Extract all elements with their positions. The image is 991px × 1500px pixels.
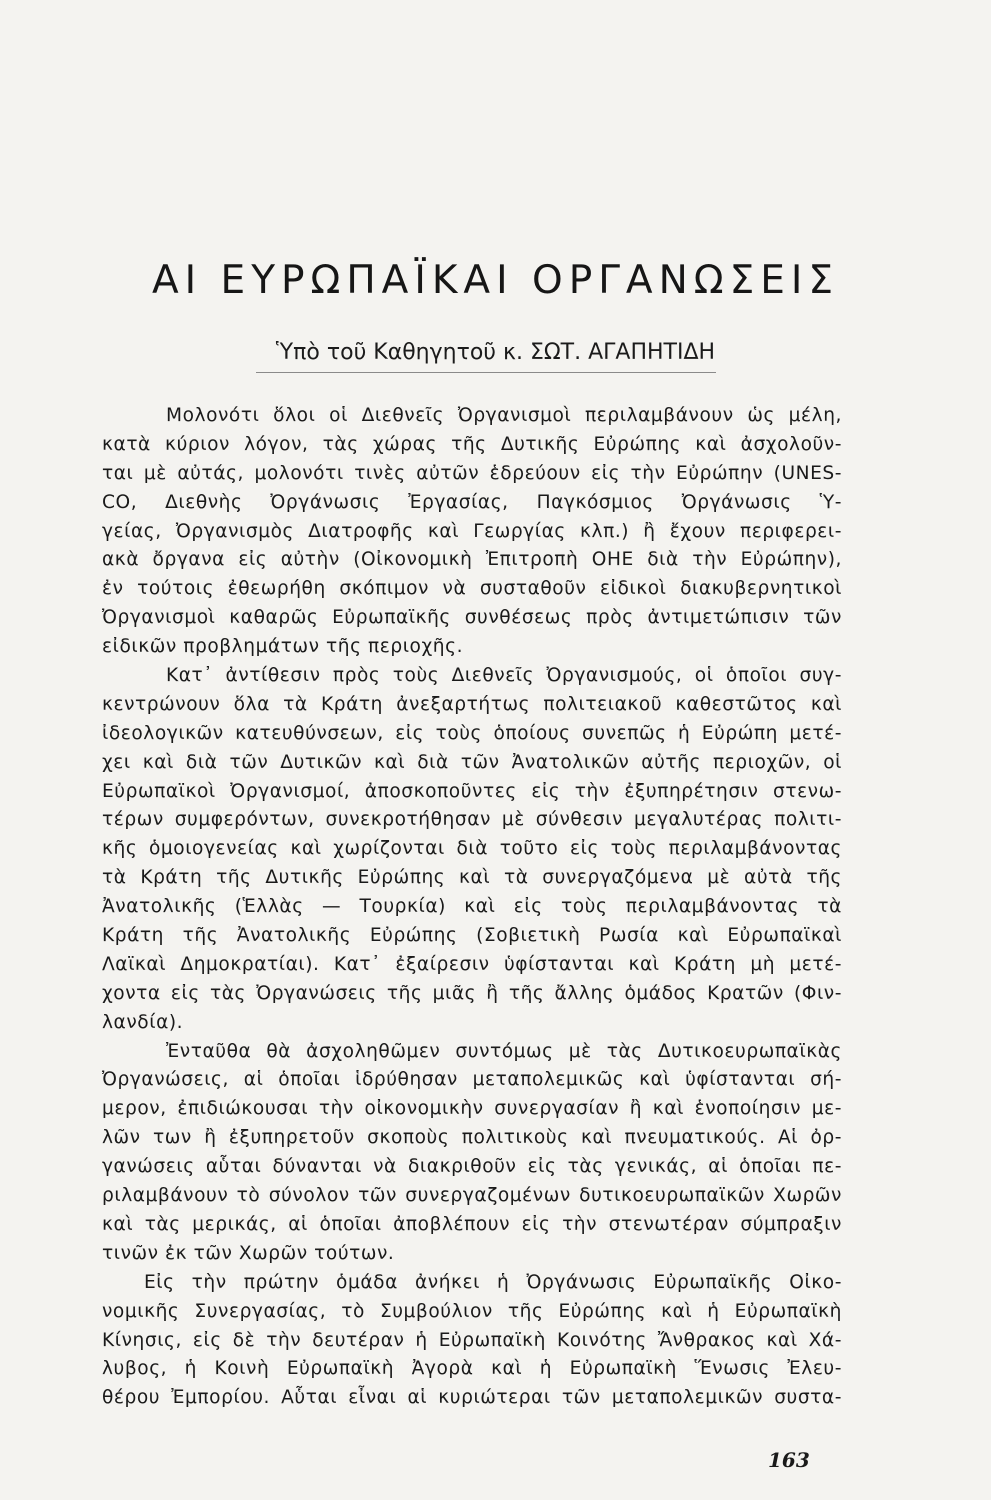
article-body xyxy=(102,402,842,1413)
text-line: λυβος, ἡ Κοινὴ Εὐρωπαϊκὴ Ἀγορὰ καὶ ἡ Εὐρωπαϊκὴ Ἕνωσις Ἐλευ- xyxy=(102,1358,842,1380)
text-line: τὰ Κράτη τῆς Δυτικῆς Εὐρώπης καὶ τὰ συνεργαζόμενα μὲ αὐτὰ τῆς xyxy=(102,867,842,889)
text-line: ακὰ ὄργανα εἰς αὐτὴν (Οἰκονομικὴ Ἐπιτροπὴ ΟΗΕ διὰ τὴν Εὐρώπην), xyxy=(102,549,842,571)
page-number: 163 xyxy=(768,1448,810,1472)
text-line: Εἰς τὴν πρώτην ὁμάδα ἀνήκει ἡ Ὀργάνωσις Εὐρωπαϊκῆς Οἰκο- xyxy=(144,1271,842,1293)
text-line: εἰδικῶν προβλημάτων τῆς περιοχῆς. xyxy=(102,636,464,658)
text-line: νομικῆς Συνεργασίας, τὸ Συμβούλιον τῆς Εὐρώπης καὶ ἡ Εὐρωπαϊκὴ xyxy=(102,1300,842,1322)
text-line: κῆς ὁμοιογενείας καὶ χωρίζονται διὰ τοῦτο εἰς τοὺς περιλαμβάνοντας xyxy=(102,838,842,860)
text-line: θέρου Ἐμπορίου. Αὗται εἶναι αἱ κυριώτεραι τῶν μεταπολεμικῶν συστα- xyxy=(102,1387,842,1409)
text-line: Ἐνταῦθα θὰ ἀσχοληθῶμεν συντόμως μὲ τὰς Δυτικοευρωπαϊκὰς xyxy=(166,1040,842,1062)
text-line: Κίνησις, εἰς δὲ τὴν δευτέραν ἡ Εὐρωπαϊκὴ Κοινότης Ἄνθρακος καὶ Χά- xyxy=(102,1329,842,1351)
text-line: γείας, Ὀργανισμὸς Διατροφῆς καὶ Γεωργίας κλπ.) ἢ ἔχουν περιφερει- xyxy=(102,520,842,542)
text-line: κεντρώνουν ὅλα τὰ Κράτη ἀνεξαρτήτως πολιτειακοῦ καθεστῶτος καὶ xyxy=(102,693,842,715)
text-line: Εὐρωπαϊκοὶ Ὀργανισμοί, ἀποσκοποῦντες εἰς τὴν ἐξυπηρέτησιν στενω- xyxy=(102,780,842,802)
text-line: τινῶν ἐκ τῶν Χωρῶν τούτων. xyxy=(102,1242,395,1264)
text-line: Ὀργανισμοὶ καθαρῶς Εὐρωπαϊκῆς συνθέσεως πρὸς ἀντιμετώπισιν τῶν xyxy=(102,607,842,629)
text-line: Κράτη τῆς Ἀνατολικῆς Εὐρώπης (Σοβιετικὴ Ρωσία καὶ Εὐρωπαϊκαὶ xyxy=(102,925,842,947)
text-line: μερον, ἐπιδιώκουσαι τὴν οἰκονομικὴν συνεργασίαν ἢ καὶ ἑνοποίησιν με- xyxy=(102,1098,842,1120)
article-title: ΑΙ ΕΥΡΩΠΑΪΚΑΙ ΟΡΓΑΝΩΣΕΙΣ xyxy=(151,258,840,303)
text-line: χοντα εἰς τὰς Ὀργανώσεις τῆς μιᾶς ἢ τῆς ἄλλης ὁμάδος Κρατῶν (Φιν- xyxy=(102,982,842,1004)
text-line: ριλαμβάνουν τὸ σύνολον τῶν συνεργαζομένων δυτικοευρωπαϊκῶν Χωρῶν xyxy=(102,1185,842,1207)
text-line: χει καὶ διὰ τῶν Δυτικῶν καὶ διὰ τῶν Ἀνατολικῶν αὐτῆς περιοχῶν, οἱ xyxy=(102,751,842,773)
text-line: ἐν τούτοις ἐθεωρήθη σκόπιμον νὰ συσταθοῦν εἰδικοὶ διακυβερνητικοὶ xyxy=(102,578,842,600)
text-line: λανδία). xyxy=(102,1011,184,1033)
text-line: ἰδεολογικῶν κατευθύνσεων, εἰς τοὺς ὁποίους συνεπῶς ἡ Εὐρώπη μετέ- xyxy=(102,722,842,744)
text-line: ται μὲ αὐτάς, μολονότι τινὲς αὐτῶν ἑδρεύουν εἰς τὴν Εὐρώπην (UNES- xyxy=(102,462,842,484)
text-line: CO, Διεθνὴς Ὀργάνωσις Ἐργασίας, Παγκόσμιος Ὀργάνωσις Ὑ- xyxy=(102,491,842,513)
text-line: Λαϊκαὶ Δημοκρατίαι). Κατ᾽ ἐξαίρεσιν ὑφίστανται καὶ Κράτη μὴ μετέ- xyxy=(102,953,842,975)
text-line: τέρων συμφερόντων, συνεκροτήθησαν μὲ σύνθεσιν μεγαλυτέρας πολιτι- xyxy=(102,809,842,831)
text-line: γανώσεις αὗται δύνανται νὰ διακριθοῦν εἰς τὰς γενικάς, αἱ ὁποῖαι πε- xyxy=(102,1156,842,1178)
text-line: Μολονότι ὅλοι οἱ Διεθνεῖς Ὀργανισμοὶ περιλαμβάνουν ὡς μέλη, xyxy=(166,405,842,426)
title-underline xyxy=(256,372,716,373)
text-line: Ὀργανώσεις, αἱ ὁποῖαι ἱδρύθησαν μεταπολεμικῶς καὶ ὑφίστανται σή- xyxy=(102,1069,842,1091)
text-line: Κατ᾽ ἀντίθεσιν πρὸς τοὺς Διεθνεῖς Ὀργανισμούς, οἱ ὁποῖοι συγ- xyxy=(166,665,842,687)
text-line: Ἀνατολικῆς (Ἑλλὰς — Τουρκία) καὶ εἰς τοὺς περιλαμβάνοντας τὰ xyxy=(102,896,842,918)
text-line: κατὰ κύριον λόγον, τὰς χώρας τῆς Δυτικῆς Εὐρώπης καὶ ἀσχολοῦν- xyxy=(102,433,842,455)
article-author: Ὑπὸ τοῦ Καθηγητοῦ κ. ΣΩΤ. ΑΓΑΠΗΤΙΔΗ xyxy=(275,340,716,365)
text-line: λῶν των ἢ ἐξυπηρετοῦν σκοποὺς πολιτικοὺς καὶ πνευματικούς. Αἱ ὀρ- xyxy=(102,1127,842,1149)
text-line: καὶ τὰς μερικάς, αἱ ὁποῖαι ἀποβλέπουν εἰς τὴν στενωτέραν σύμπραξιν xyxy=(102,1213,842,1235)
